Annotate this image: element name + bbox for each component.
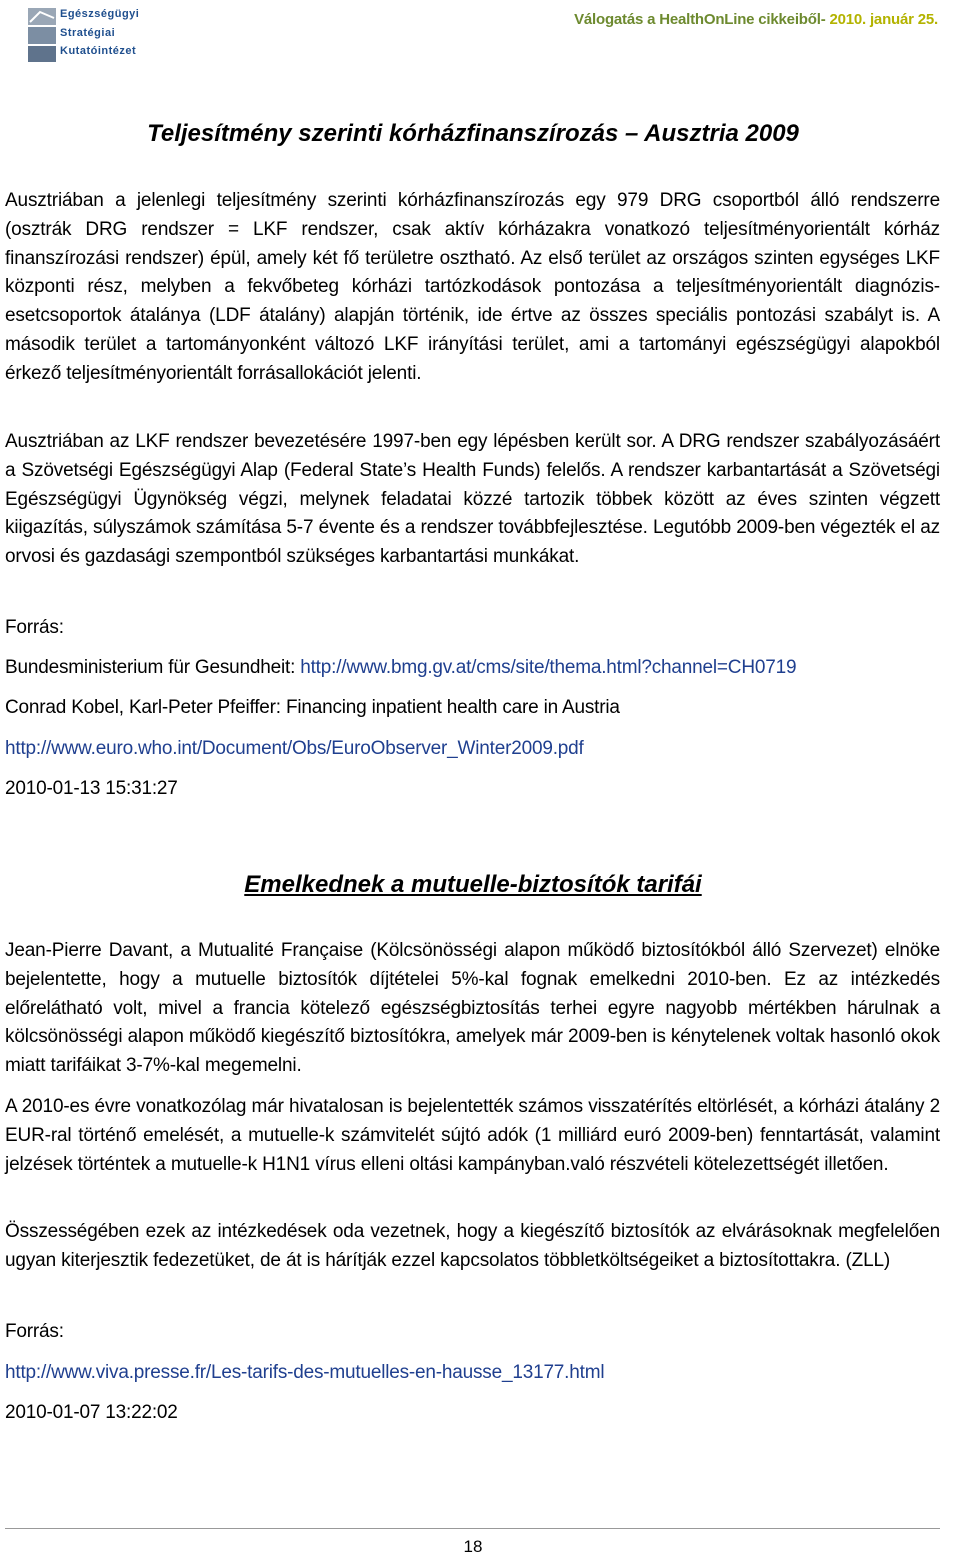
logo-line-3: Kutatóintézet [60, 45, 137, 57]
header-date: 2010. január 25. [829, 11, 938, 28]
article1-source-2: Conrad Kobel, Karl-Peter Pfeiffer: Financing inpatient health care in Austria [5, 697, 620, 718]
header-prefix: Válogatás a HealthOnLine cikkeiből- [574, 11, 826, 28]
footer-divider [5, 1528, 940, 1529]
article2-timestamp: 2010-01-07 13:22:02 [5, 1402, 178, 1423]
logo-emblem-icon [26, 6, 60, 64]
institute-logo [26, 6, 176, 64]
article1-timestamp: 2010-01-13 15:31:27 [5, 778, 178, 799]
logo-line-1: Egészségügyi [60, 8, 140, 20]
article1-title: Teljesítmény szerinti kórházfinanszírozás – Ausztria 2009 [147, 120, 799, 147]
article1-source-3-link[interactable]: http://www.euro.who.int/Document/Obs/EuroObserver_Winter2009.pdf [5, 738, 584, 759]
logo-line-2: Stratégiai [60, 27, 116, 39]
page-number: 18 [463, 1537, 483, 1556]
page-header [0, 0, 960, 70]
article2-paragraph-2: A 2010-es évre vonatkozólag már hivatalosan is bejelentették számos visszatérítés eltörlését, a kórházi átalány 2 EUR-ral történő emelését, a mutuelle-k számvitelét sújtó adók (1 milliárd euró 2009-ben) fenntartását, valamint jelzések történtek a mutuelle-k H1N1 vírus elleni oltási kampányban.való részvételi kötelezettségét illetően. [5, 1096, 940, 1175]
article2-paragraph-1: Jean-Pierre Davant, a Mutualité Française (Kölcsönösségi alapon működő biztosítókból álló Szervezet) elnöke bejelentette, hogy a mutuelle biztosítók díjtételei 5%-kal fognak emelkedni 2010-ben. Ez az intézkedés előrelátható volt, mivel a francia kötelező egészségbiztosítás terhei egyre nagyobb mértékben hárulnak a kölcsönösségi alapon működő kiegészítő biztosítókra, amelyek már 2009-ben is kénytelenek voltak hasonló okok miatt tarifáikat 3-7%-kal megemelni. [5, 940, 940, 1077]
article1-paragraph-2: Ausztriában az LKF rendszer bevezetésére 1997-ben egy lépésben került sor. A DRG rendszer szabályozásáért a Szövetségi Egészségügyi Alap (Federal State’s Health Funds) felelős. A rendszer karbantartását a Szövetségi Egészségügyi Ügynökség végzi, melynek feladatai közzé tartozik többek között az éves szinten végzett kiigazítás, súlyszámok számítása 5-7 évente és a rendszer továbbfejlesztése. Legutóbb 2009-ben végezték el az orvosi és gazdasági szempontból szükséges karbantartási munkákat. [5, 431, 940, 568]
article2-source-label: Forrás: [5, 1321, 64, 1342]
article1-source-label: Forrás: [5, 617, 64, 638]
header-caption [574, 11, 938, 28]
article2-title: Emelkednek a mutuelle-biztosítók tarifái [244, 871, 702, 898]
source-1-link[interactable]: http://www.bmg.gv.at/cms/site/thema.html?channel=CH0719 [300, 657, 797, 678]
article1-source-1 [5, 654, 796, 682]
article2-source-link[interactable]: http://www.viva.presse.fr/Les-tarifs-des-mutuelles-en-hausse_13177.html [5, 1362, 605, 1383]
article1-paragraph-1: Ausztriában a jelenlegi teljesítmény szerinti kórházfinanszírozás egy 979 DRG csoportból álló rendszerre (osztrák DRG rendszer = LKF rendszer, csak aktív kórházakra vonatkozó teljesítményorientált kórház finanszírozási rendszer) épül, amely két fő területre osztható. Az első terület az országos szinten egységes LKF központi rész, melyben a fekvőbeteg kórházi tartózkodások pontozása a teljesítményorientált diagnózis-esetcsoportok átalánya (LDF átalány) alapján történik, ide értve az összes speciális pontozási szabályt is. A második terület a tartományonként változó LKF irányítási terület, ami a tartományi egészségügyi alapokból érkező teljesítményorientált forrásallokációt jelenti. [5, 190, 940, 384]
article2-paragraph-3: Összességében ezek az intézkedések oda vezetnek, hogy a kiegészítő biztosítók az elvárásoknak megfelelően ugyan kiterjesztik fedezetüket, de át is hárítják ezzel kapcsolatos többletköltségeiket a biztosítottakra. (ZLL) [5, 1221, 940, 1271]
source-1-prefix: Bundesministerium für Gesundheit: [5, 657, 301, 678]
